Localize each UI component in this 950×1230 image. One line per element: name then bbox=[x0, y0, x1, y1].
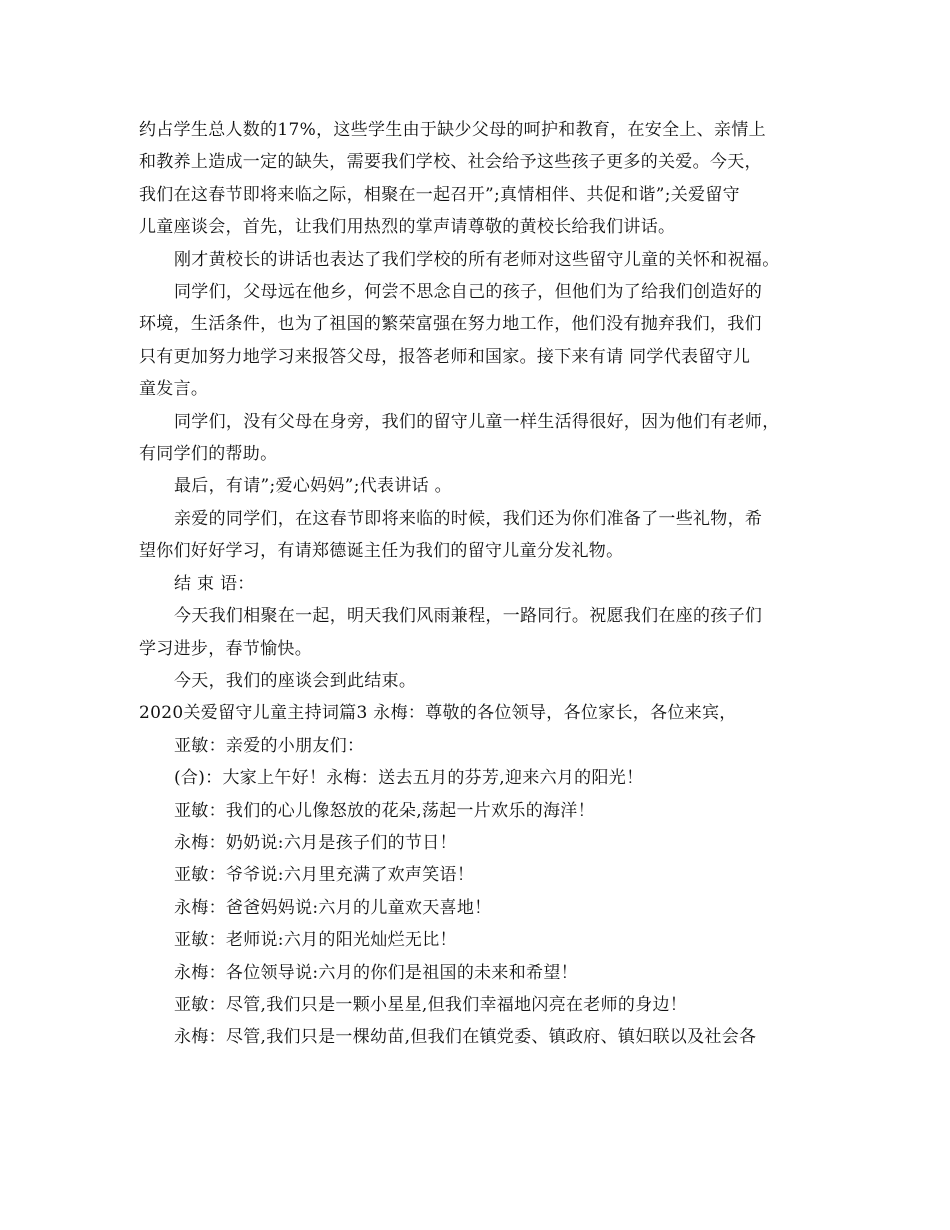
text-line: 约占学生总人数的17%，这些学生由于缺少父母的呵护和教育，在安全上、亲情上 bbox=[139, 120, 766, 140]
text-line: 同学们，父母远在他乡，何尝不思念自己的孩子，但他们为了给我们创造好的 bbox=[174, 282, 763, 303]
text-line: 学习进步，春节愉快。 bbox=[139, 638, 312, 659]
paragraph bbox=[139, 827, 829, 859]
paragraph bbox=[139, 244, 829, 276]
text-line: 我们在这春节即将来临之际，相聚在一起召开”;真情相伴、共促和谐”;关爱留守 bbox=[139, 184, 740, 205]
paragraph bbox=[139, 665, 829, 697]
paragraph bbox=[139, 1021, 829, 1053]
paragraph bbox=[139, 697, 829, 729]
paragraph bbox=[139, 535, 829, 567]
paragraph bbox=[139, 859, 829, 891]
paragraph bbox=[139, 406, 829, 438]
text-line: 童发言。 bbox=[139, 379, 209, 400]
text-line: 亚敏：亲爱的小朋友们： bbox=[174, 735, 365, 756]
paragraph bbox=[139, 795, 829, 827]
text-line: 望你们好好学习，有请郑德诞主任为我们的留守儿童分发礼物。 bbox=[139, 541, 624, 562]
document-body bbox=[139, 114, 829, 1054]
text-line: 亲爱的同学们，在这春节即将来临的时候，我们还为你们准备了一些礼物，希 bbox=[174, 508, 763, 529]
text-line: 结 束 语： bbox=[174, 573, 255, 594]
text-line: 亚敏：我们的心儿像怒放的花朵,荡起一片欢乐的海洋！ bbox=[174, 800, 595, 821]
paragraph bbox=[139, 989, 829, 1021]
paragraph bbox=[139, 114, 829, 244]
text-line: 和教养上造成一定的缺失，需要我们学校、社会给予这些孩子更多的关爱。今天， bbox=[139, 152, 762, 173]
paragraph bbox=[139, 762, 829, 794]
paragraph bbox=[139, 308, 829, 405]
paragraph bbox=[139, 730, 829, 762]
text-line: 同学们，没有父母在身旁，我们的留守儿童一样生活得很好，因为他们有老师， bbox=[174, 411, 780, 432]
paragraph bbox=[139, 503, 829, 535]
text-line: 只有更加努力地学习来报答父母，报答老师和国家。接下来有请 同学代表留守儿 bbox=[139, 346, 751, 367]
text-line: 最后，有请”;爱心妈妈”;代表讲话 。 bbox=[174, 476, 452, 497]
text-line: (合)：大家上午好！永梅：送去五月的芬芳,迎来六月的阳光！ bbox=[174, 768, 644, 789]
paragraph bbox=[139, 892, 829, 924]
text-line: 亚敏：爷爷说:六月里充满了欢声笑语！ bbox=[174, 865, 475, 886]
paragraph bbox=[139, 470, 829, 502]
text-line: 今天我们相聚在一起，明天我们风雨兼程，一路同行。祝愿我们在座的孩子们 bbox=[174, 606, 763, 627]
text-line: 永梅：尽管,我们只是一棵幼苗,但我们在镇党委、镇政府、镇妇联以及社会各 bbox=[174, 1027, 757, 1048]
text-line: 有同学们的帮助。 bbox=[139, 444, 278, 465]
text-line: 永梅：爸爸妈妈说:六月的儿童欢天喜地！ bbox=[174, 897, 492, 918]
text-line: 儿童座谈会，首先，让我们用热烈的掌声请尊敬的黄校长给我们讲话。 bbox=[139, 217, 676, 238]
text-line: 今天，我们的座谈会到此结束。 bbox=[174, 670, 417, 691]
paragraph bbox=[139, 438, 829, 470]
text-line: 刚才黄校长的讲话也表达了我们学校的所有老师对这些留守儿童的关怀和祝福。 bbox=[174, 249, 780, 270]
paragraph bbox=[139, 568, 829, 600]
paragraph bbox=[139, 924, 829, 956]
text-line: 永梅：各位领导说:六月的你们是祖国的未来和希望！ bbox=[174, 962, 578, 983]
paragraph bbox=[139, 633, 829, 665]
text-line: 亚敏：尽管,我们只是一颗小星星,但我们幸福地闪亮在老师的身边！ bbox=[174, 994, 688, 1015]
text-line: 2020关爱留守儿童主持词篇3 永梅：尊敬的各位领导，各位家长，各位来宾， bbox=[139, 703, 737, 724]
paragraph bbox=[139, 276, 829, 308]
text-line: 环境，生活条件，也为了祖国的繁荣富强在努力地工作，他们没有抛弃我们，我们 bbox=[139, 314, 762, 335]
paragraph bbox=[139, 957, 829, 989]
paragraph bbox=[139, 600, 829, 632]
text-line: 永梅：奶奶说:六月是孩子们的节日！ bbox=[174, 832, 457, 853]
text-line: 亚敏：老师说:六月的阳光灿烂无比！ bbox=[174, 930, 457, 951]
